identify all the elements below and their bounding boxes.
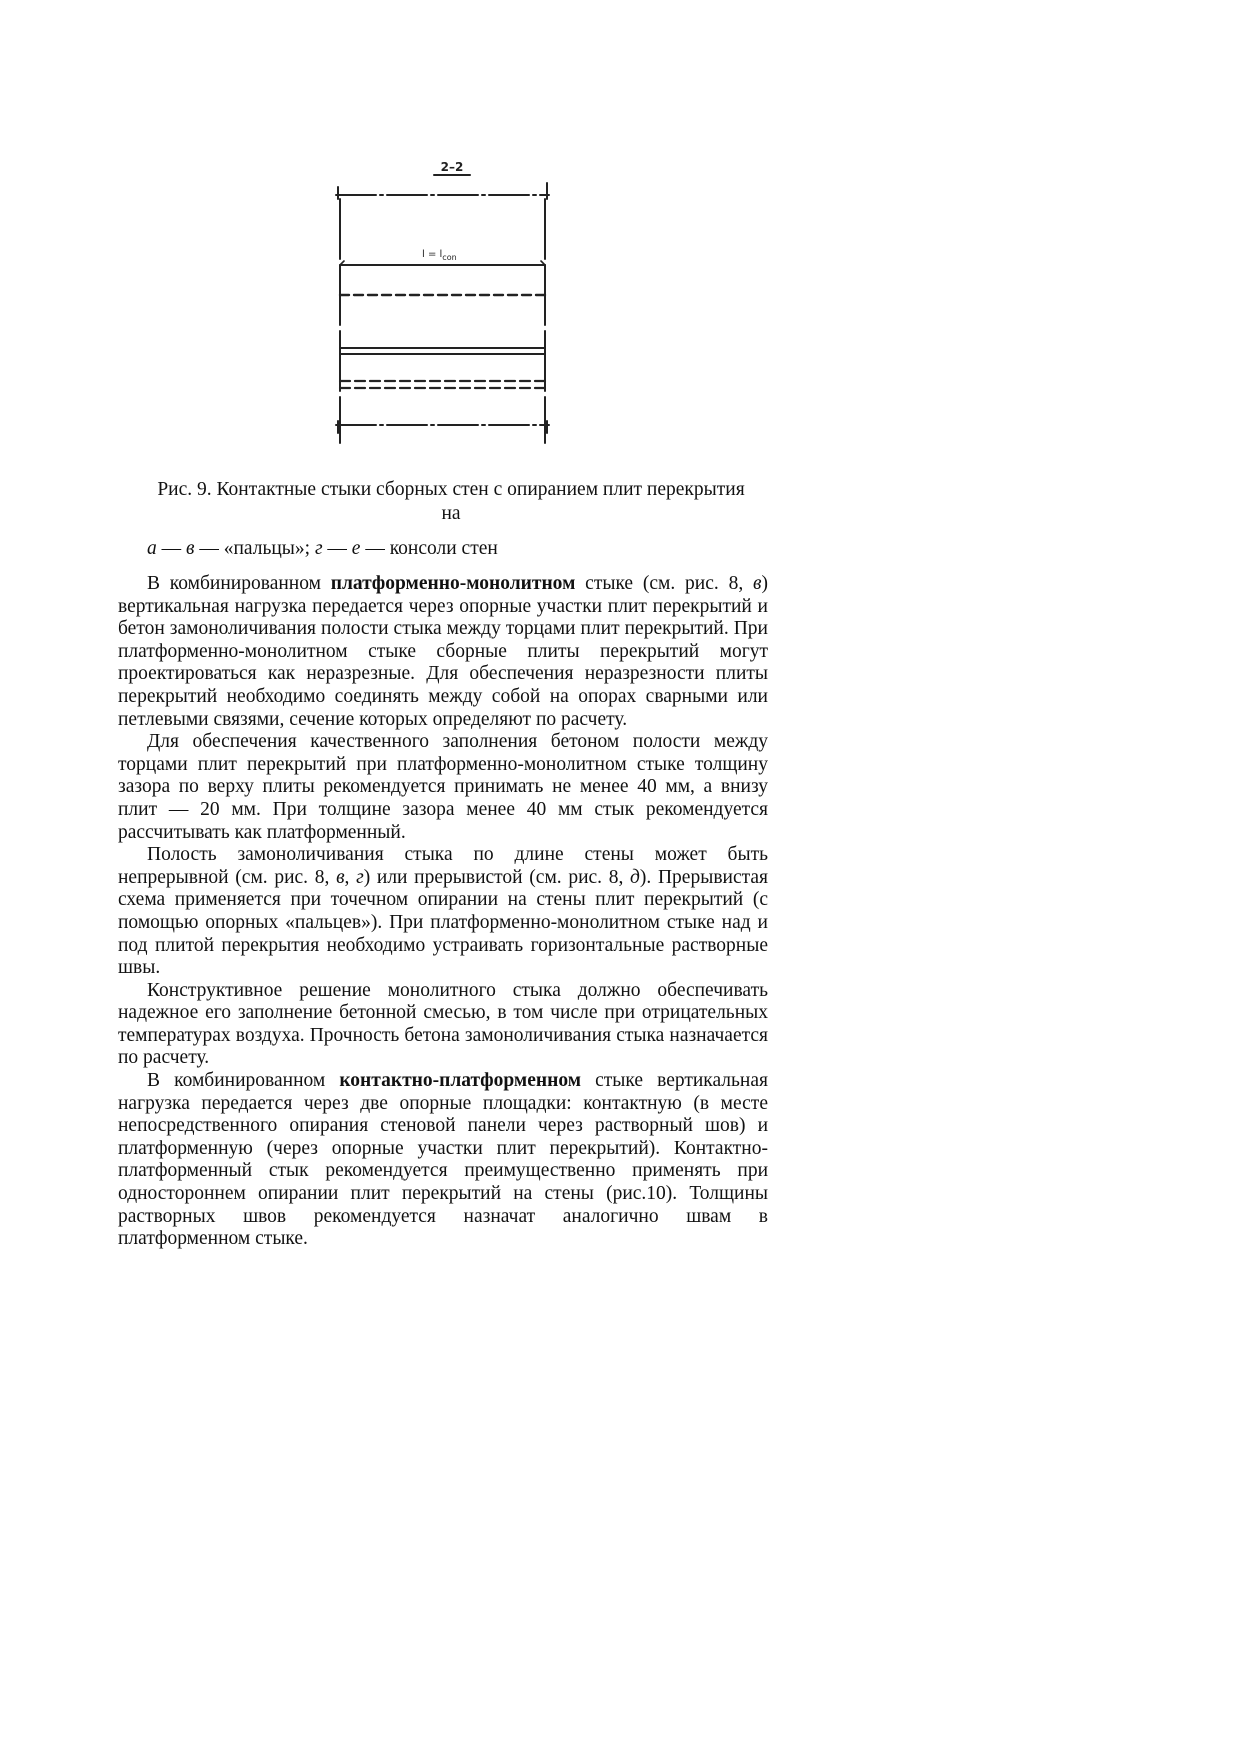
paragraph-2: Для обеспечения качественного заполнения бетоном полости между торцами плит перекрытий при платформенно-монолитном стыке толщину зазора по верху плиты рекомендуется принимать не менее 40 мм, а внизу плит — 20 мм. При толщине зазора менее 40 мм стык рекомендуется рассчитывать как платформенный.: [118, 731, 768, 843]
p5-text-2: стыке вертикальная нагрузка передается через две опорные площадки: контактную (в месте непосредственного опирания стеновой панели через растворный шов) и платформенную (через опорные участки плит перекрытий). Контактно-платформенный стык рекомендуется преимущественно применять при одностороннем опирании плит перекрытий на стены (рис.10). Толщины растворных швов рекомендуется назначат аналогично швам в платформенном стыке.: [118, 1070, 768, 1250]
paragraph-5: [118, 1070, 768, 1251]
p1-bold-term: платформенно-монолитном: [330, 573, 576, 594]
legend-dash-2: —: [322, 538, 352, 559]
legend-fingers: — «пальцы»;: [194, 538, 315, 559]
legend-e: е: [351, 538, 361, 559]
paragraph-3: [118, 844, 768, 980]
p3-text-1: Полость замоноличивания стыка по длине стены может быть непрерывной (см. рис. 8,: [118, 844, 768, 888]
body-text: [118, 573, 768, 1251]
p5-text-1: В комбинированном: [147, 1070, 340, 1092]
legend-g: г: [314, 538, 323, 559]
dimension-label: $l = l_{con}$: [422, 249, 457, 262]
p1-text-3: ) вертикальная нагрузка передается через опорные участки плит перекрытий и бетон замоноличивания полости стыка между торцами плит перекрытий. При платформенно-монолитном стыке сборные плиты перекрытий могут проектироваться как неразрезные. Для обеспечения неразрезности плиты перекрытий необходимо соединять между собой на опорах сварными или петлевыми связями, сечение которых определяют по расчету.: [118, 573, 768, 730]
p3-text-4: ). Прерывистая схема применяется при точечном опирании на стены плит перекрытий (с помощью опорных «пальцев»). При платформенно-монолитном стыке над и под плитой перекрытия необходимо устраивать горизонтальные растворные швы.: [118, 866, 768, 979]
caption-line-1: Рис. 9. Контактные стыки сборных стен с опиранием плит перекрытия: [157, 479, 745, 500]
p3-text-3: ) или прерывистой (см. рис. 8,: [363, 866, 631, 888]
legend-a: а: [147, 538, 157, 559]
p1-italic-ref: в: [753, 573, 762, 594]
caption-line-2: на: [441, 503, 461, 524]
figure-legend: [147, 537, 498, 561]
p1-text-2: стыке (см. рис. 8,: [575, 573, 754, 594]
figure-caption: [120, 478, 782, 526]
legend-consoles: — консоли стен: [360, 538, 498, 559]
p3-italic-3: д: [630, 866, 640, 888]
paragraph-1: [118, 573, 768, 731]
legend-v: в: [186, 538, 195, 559]
p1-text-1: В комбинированном: [147, 573, 331, 594]
p3-italic-1: в: [336, 866, 345, 888]
figure-section-drawing: [330, 155, 565, 455]
legend-dash-1: —: [156, 538, 186, 559]
section-2-2-drawing: [330, 155, 565, 455]
p5-bold-term: контактно-платформенном: [339, 1070, 581, 1092]
p3-italic-2: г: [356, 866, 364, 888]
p3-text-2: ,: [344, 866, 357, 888]
section-label: 2–2: [440, 160, 464, 174]
paragraph-4: Конструктивное решение монолитного стыка должно обеспечивать надежное его заполнение бетонной смесью, в том числе при отрицательных температурах воздуха. Прочность бетона замоноличивания стыка назначается по расчету.: [118, 979, 768, 1069]
